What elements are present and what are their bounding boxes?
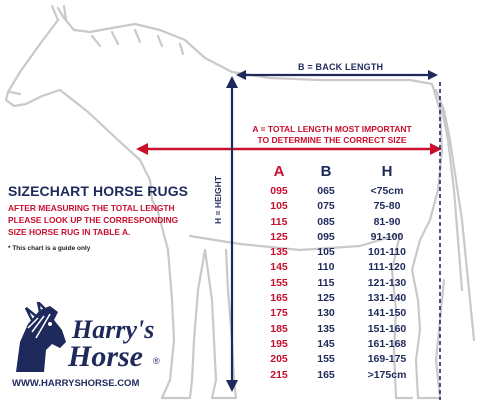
cell-a: 185	[270, 322, 288, 335]
cell-b: 165	[317, 368, 335, 381]
cell-b: 130	[317, 307, 335, 320]
instruction-line: AFTER MEASURING THE TOTAL LENGTH	[8, 203, 175, 213]
cell-h: 151-160	[367, 322, 407, 335]
cell-a: 105	[270, 200, 288, 213]
logo-text-horse: Horse	[68, 340, 143, 373]
column-a	[254, 184, 304, 383]
cell-b: 115	[317, 276, 335, 289]
header-h: H	[381, 163, 393, 180]
cell-b: 095	[317, 230, 335, 243]
chart-title: SIZECHART HORSE RUGS	[8, 183, 189, 199]
cell-a: 095	[270, 185, 288, 197]
cell-h: 91-100	[370, 230, 404, 243]
header-b: B	[320, 163, 332, 180]
cell-h: 81-90	[373, 215, 401, 228]
cell-a: 175	[270, 307, 288, 320]
back-length-label: B = BACK LENGTH	[298, 62, 384, 72]
cell-a: 205	[270, 353, 288, 366]
cell-h: >175cm	[367, 368, 407, 381]
cell-b: 135	[317, 322, 335, 335]
cell-b: 125	[317, 292, 335, 305]
horse-head-icon	[10, 302, 170, 374]
cell-a: 125	[270, 230, 288, 243]
cell-h: <75cm	[370, 185, 404, 197]
logo-text-harrys: Harry's	[72, 315, 155, 344]
total-length-line-2: TO DETERMINE THE CORRECT SIZE	[257, 135, 407, 145]
cell-h: 161-168	[367, 337, 407, 350]
height-label: H = HEIGHT	[213, 176, 223, 224]
cell-a: 135	[270, 246, 288, 259]
instruction-line: SIZE HORSE RUG IN TABLE A.	[8, 227, 131, 237]
total-length-label	[232, 124, 432, 146]
cell-a: 145	[270, 261, 288, 274]
cell-h: 121-130	[367, 276, 407, 289]
cell-h: 131-140	[367, 292, 407, 305]
cell-b: 085	[317, 215, 335, 228]
column-b	[301, 184, 351, 383]
cell-h: 75-80	[373, 200, 401, 213]
brand-logo	[10, 302, 170, 374]
total-length-line-1: A = TOTAL LENGTH MOST IMPORTANT	[252, 124, 412, 134]
cell-a: 215	[270, 368, 288, 381]
column-h	[354, 184, 420, 383]
cell-b: 105	[317, 246, 335, 259]
cell-b: 065	[317, 185, 335, 197]
cell-h: 141-150	[367, 307, 407, 320]
instruction-line: PLEASE LOOK UP THE CORRESPONDING	[8, 215, 179, 225]
cell-h: 111-120	[368, 261, 406, 274]
cell-a: 165	[270, 292, 288, 305]
cell-b: 145	[317, 337, 335, 350]
cell-h: 169-175	[367, 353, 407, 366]
cell-b: 075	[317, 200, 335, 213]
cell-b: 110	[317, 261, 335, 274]
cell-a: 195	[270, 337, 288, 350]
cell-a: 115	[270, 215, 288, 228]
registered-mark: ®	[153, 356, 160, 366]
instructions	[8, 202, 208, 238]
cell-a: 155	[270, 276, 288, 289]
website-link[interactable]: WWW.HARRYSHORSE.COM	[12, 378, 140, 389]
cell-b: 155	[317, 353, 335, 366]
cell-h: 101-110	[368, 246, 406, 259]
header-a: A	[273, 163, 285, 180]
guide-note: * This chart is a guide only	[8, 245, 91, 252]
